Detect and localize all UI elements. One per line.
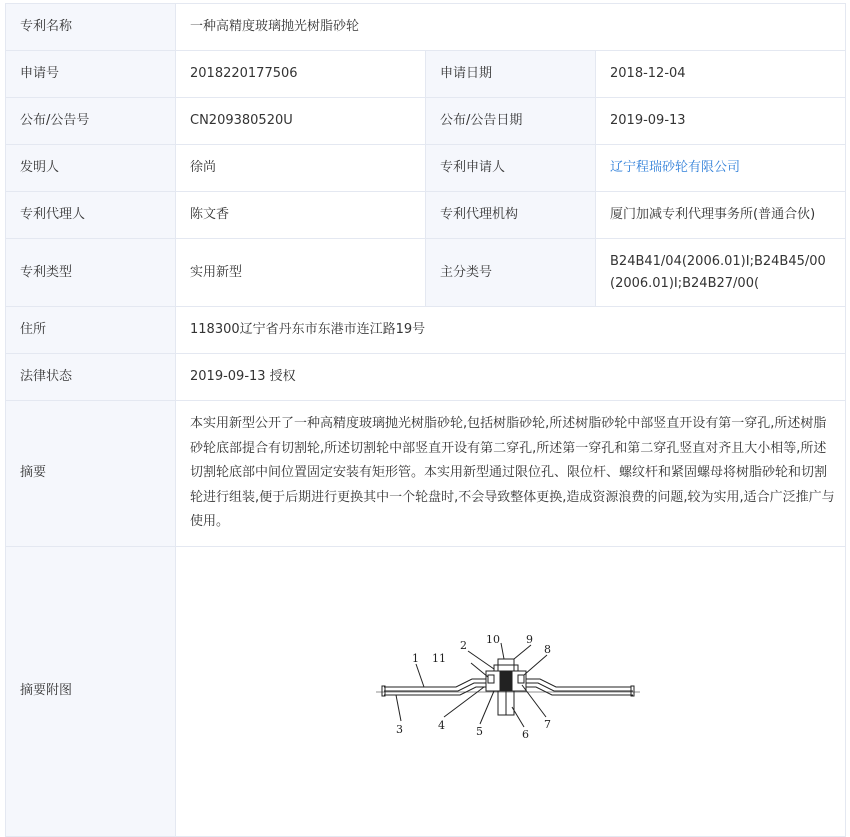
- pub-date-value: 2019-09-13: [596, 98, 846, 145]
- patent-name-value: 一种高精度玻璃抛光树脂砂轮: [176, 4, 846, 51]
- abstract-figure-cell: [176, 546, 846, 836]
- agency-label: 专利代理机构: [426, 192, 596, 239]
- application-date-label: 申请日期: [426, 51, 596, 98]
- row-inventor: [6, 145, 846, 192]
- row-publication: [6, 98, 846, 145]
- legal-status-value: 2019-09-13 授权: [176, 354, 846, 401]
- fig-label-7: 7: [544, 717, 551, 731]
- fig-label-3: 3: [396, 722, 403, 736]
- row-abstract: [6, 401, 846, 547]
- fig-label-4: 4: [438, 718, 445, 732]
- agency-value: 厦门加减专利代理事务所(普通合伙): [596, 192, 846, 239]
- agent-label: 专利代理人: [6, 192, 176, 239]
- main-class-label: 主分类号: [426, 239, 596, 307]
- applicant-label: 专利申请人: [426, 145, 596, 192]
- row-legal-status: [6, 354, 846, 401]
- fig-label-1: 1: [412, 651, 419, 665]
- application-date-value: 2018-12-04: [596, 51, 846, 98]
- address-label: 住所: [6, 307, 176, 354]
- row-abstract-figure: [6, 546, 846, 836]
- row-agent: [6, 192, 846, 239]
- patent-info-table: [5, 3, 846, 837]
- legal-status-label: 法律状态: [6, 354, 176, 401]
- abstract-figure-label: 摘要附图: [6, 546, 176, 836]
- fig-label-5: 5: [476, 724, 483, 738]
- patent-type-value: 实用新型: [176, 239, 426, 307]
- patent-type-label: 专利类型: [6, 239, 176, 307]
- fig-label-10: 10: [486, 634, 500, 646]
- address-value: 118300辽宁省丹东市东港市连江路19号: [176, 307, 846, 354]
- application-no-value: 2018220177506: [176, 51, 426, 98]
- application-no-label: 申请号: [6, 51, 176, 98]
- abstract-drawing: [376, 635, 646, 745]
- row-type: [6, 239, 846, 307]
- pub-date-label: 公布/公告日期: [426, 98, 596, 145]
- patent-name-label: 专利名称: [6, 4, 176, 51]
- fig-label-11: 11: [432, 651, 446, 665]
- fig-label-6: 6: [522, 727, 529, 741]
- row-application: [6, 51, 846, 98]
- abstract-label: 摘要: [6, 401, 176, 547]
- main-class-value: B24B41/04(2006.01)I;B24B45/00(2006.01)I;B24B27/00(: [596, 239, 846, 307]
- inventor-value: 徐尚: [176, 145, 426, 192]
- inventor-label: 发明人: [6, 145, 176, 192]
- pub-no-label: 公布/公告号: [6, 98, 176, 145]
- row-address: [6, 307, 846, 354]
- abstract-text: 本实用新型公开了一种高精度玻璃抛光树脂砂轮,包括树脂砂轮,所述树脂砂轮中部竖直开设有第一穿孔,所述树脂砂轮底部提合有切割轮,所述切割轮中部竖直开设有第二穿孔,所述第一穿孔和第二穿孔竖直对齐且大小相等,所述切割轮底部中间位置固定安装有矩形管。本实用新型通过限位孔、限位杆、螺纹杆和紧固螺母将树脂砂轮和切割轮进行组装,便于后期进行更换其中一个轮盘时,不会导致整体更换,造成资源浪费的问题,较为实用,适合广泛推广与使用。: [176, 401, 846, 547]
- fig-label-9: 9: [526, 634, 533, 646]
- fig-label-2: 2: [460, 638, 467, 652]
- pub-no-value: CN209380520U: [176, 98, 426, 145]
- row-patent-name: [6, 4, 846, 51]
- fig-label-8: 8: [544, 642, 551, 656]
- agent-value: 陈文香: [176, 192, 426, 239]
- applicant-link[interactable]: 辽宁程瑞砂轮有限公司: [596, 145, 846, 192]
